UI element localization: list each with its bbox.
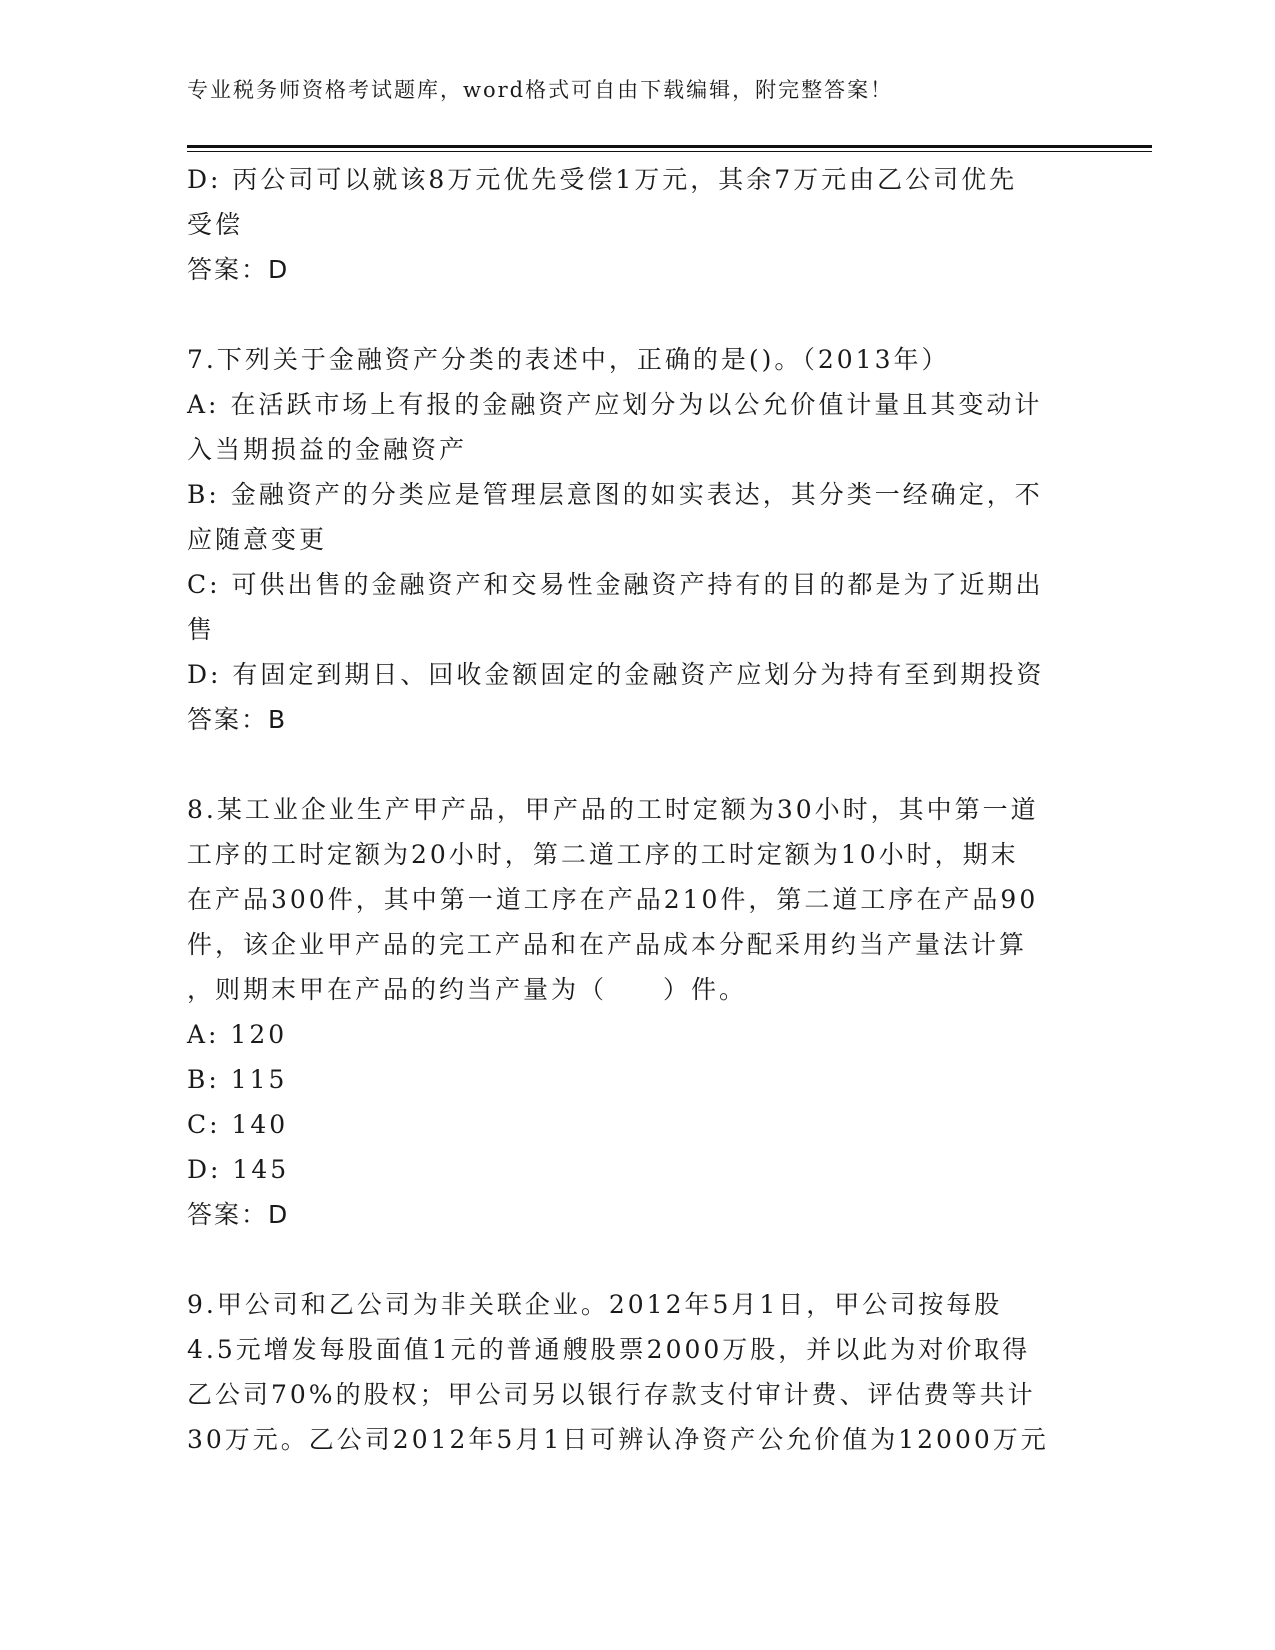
spacer <box>187 292 1087 337</box>
question-7 <box>187 337 1087 742</box>
question-8 <box>187 787 1087 1237</box>
option-line: 售 <box>187 615 216 644</box>
option-line: A: 在活跃市场上有报的金融资产应划分为以公允价值计量且其变动计 <box>187 390 1043 419</box>
question-stem: 4.5元增发每股面值1元的普通艘股票2000万股，并以此为对价取得 <box>187 1335 1031 1364</box>
header-text: 专业税务师资格考试题库，word格式可自由下载编辑，附完整答案！ <box>187 78 894 102</box>
answer-line: 答案：D <box>187 255 290 284</box>
header-rule-thin <box>187 151 1152 152</box>
spacer <box>187 1237 1087 1282</box>
question-6-tail <box>187 157 1087 292</box>
option-line: C: 可供出售的金融资产和交易性金融资产持有的目的都是为了近期出 <box>187 570 1044 599</box>
question-stem: 8.某工业企业生产甲产品，甲产品的工时定额为30小时，其中第一道 <box>187 795 1039 824</box>
question-stem: 9.甲公司和乙公司为非关联企业。2012年5月1日，甲公司按每股 <box>187 1290 1003 1319</box>
question-stem: 件，该企业甲产品的完工产品和在产品成本分配采用约当产量法计算 <box>187 930 1028 959</box>
option-line: A: 120 <box>187 1020 288 1049</box>
option-line: 入当期损益的金融资产 <box>187 435 468 464</box>
question-stem: 乙公司70%的股权；甲公司另以银行存款支付审计费、评估费等共计 <box>187 1380 1036 1409</box>
document-body <box>187 157 1087 1462</box>
header-rule-thick <box>187 145 1152 148</box>
option-line: C: 140 <box>187 1110 289 1139</box>
option-line: B: 115 <box>187 1065 288 1094</box>
answer-line: 答案：B <box>187 705 288 734</box>
question-9 <box>187 1282 1087 1462</box>
question-stem: 工序的工时定额为20小时，第二道工序的工时定额为10小时，期末 <box>187 840 1019 869</box>
option-line: 受偿 <box>187 210 244 239</box>
option-line: D: 丙公司可以就该8万元优先受偿1万元，其余7万元由乙公司优先 <box>187 165 1018 194</box>
question-stem: 30万元。乙公司2012年5月1日可辨认净资产公允价值为12000万元 <box>187 1425 1049 1454</box>
answer-line: 答案：D <box>187 1200 290 1229</box>
question-stem: ，则期末甲在产品的约当产量为（ ）件。 <box>187 975 748 1004</box>
option-line: D: 145 <box>187 1155 290 1184</box>
option-line: 应随意变更 <box>187 525 328 554</box>
question-stem: 7.下列关于金融资产分类的表述中，正确的是()。（2013年） <box>187 345 950 374</box>
spacer <box>187 742 1087 787</box>
option-line: D: 有固定到期日、回收金额固定的金融资产应划分为持有至到期投资 <box>187 660 1045 689</box>
question-stem: 在产品300件，其中第一道工序在产品210件，第二道工序在产品90 <box>187 885 1039 914</box>
option-line: B: 金融资产的分类应是管理层意图的如实表达，其分类一经确定，不 <box>187 480 1043 509</box>
